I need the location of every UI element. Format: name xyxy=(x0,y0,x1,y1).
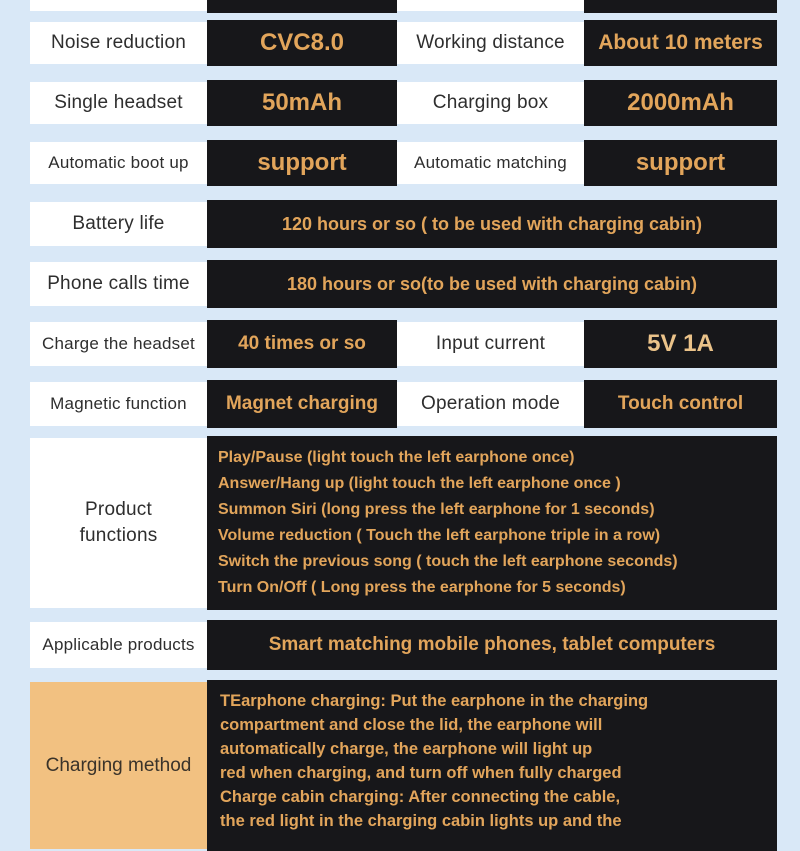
value-cell-function-list xyxy=(207,436,777,610)
value-cell: 40 times or so xyxy=(207,320,397,368)
row-label-2: Working distance xyxy=(416,32,565,53)
value-cell-2: 5V 1A xyxy=(584,320,777,368)
value-cell-partial-2 xyxy=(584,0,777,13)
value-cell-2: Touch control xyxy=(584,380,777,428)
table-row-single-headset xyxy=(30,82,777,124)
row-label: Phone calls time xyxy=(47,273,190,294)
value-cell-full: 180 hours or so(to be used with charging cabin) xyxy=(207,260,777,308)
charging-line: compartment and close the lid, the earphone will xyxy=(220,716,603,734)
function-line: Volume reduction ( Touch the left earphone triple in a row) xyxy=(218,527,661,544)
charging-line: the red light in the charging cabin lights up and the xyxy=(220,812,622,830)
value-cell: 50mAh xyxy=(207,80,397,126)
row-label: Applicable products xyxy=(42,635,195,654)
function-line: Play/Pause (light touch the left earphone once) xyxy=(218,449,575,466)
value-cell-charging-instructions xyxy=(207,680,777,851)
value-cell-2: 2000mAh xyxy=(584,80,777,126)
table-row-applicable-products xyxy=(30,622,777,668)
charging-line: red when charging, and turn off when fully charged xyxy=(220,764,622,782)
function-line: Summon Siri (long press the left earphone for 1 seconds) xyxy=(218,501,655,518)
row-label-2: Operation mode xyxy=(420,393,561,414)
function-line: Turn On/Off ( Long press the earphone for 5 seconds) xyxy=(218,579,626,596)
row-label-2: Charging box xyxy=(432,92,549,113)
charging-line: Charge cabin charging: After connecting the cable, xyxy=(220,788,621,806)
row-label-text: Product functions xyxy=(79,499,158,546)
charging-line: TEarphone charging: Put the earphone in the charging xyxy=(220,692,649,710)
table-row-automatic-boot-up xyxy=(30,142,777,184)
table-row-charging-method xyxy=(30,682,777,830)
table-row-magnetic-function xyxy=(30,382,777,426)
table-row-charge-the-headset xyxy=(30,322,777,366)
row-label-charging-method: Charging method xyxy=(30,682,207,849)
charging-line: automatically charge, the earphone will light up xyxy=(220,740,593,758)
value-cell-partial-1 xyxy=(207,0,397,13)
value-cell-2: About 10 meters xyxy=(584,20,777,66)
table-row-battery-life xyxy=(30,202,777,246)
row-label: Magnetic function xyxy=(50,394,187,413)
row-label-2: Input current xyxy=(435,333,546,354)
value-cell: Magnet charging xyxy=(207,380,397,428)
row-label: Battery life xyxy=(72,213,165,234)
row-label-2: Automatic matching xyxy=(414,153,567,172)
table-row-phone-calls-time xyxy=(30,262,777,306)
product-spec-table xyxy=(30,0,777,830)
value-cell-full: 120 hours or so ( to be used with charging cabin) xyxy=(207,200,777,248)
function-line: Switch the previous song ( touch the left earphone seconds) xyxy=(218,553,678,570)
value-cell-full: Smart matching mobile phones, tablet computers xyxy=(207,620,777,670)
value-cell-2: support xyxy=(584,140,777,186)
value-cell: support xyxy=(207,140,397,186)
row-label xyxy=(30,438,207,608)
function-line: Answer/Hang up (light touch the left earphone once ) xyxy=(218,475,621,492)
row-label: Noise reduction xyxy=(50,32,187,53)
row-label: Automatic boot up xyxy=(48,153,189,172)
table-row-partial xyxy=(30,0,777,11)
value-cell: CVC8.0 xyxy=(207,20,397,66)
row-label: Single headset xyxy=(54,92,183,113)
row-label: Charge the headset xyxy=(42,334,195,353)
table-row-product-functions xyxy=(30,438,777,608)
table-row-noise-reduction xyxy=(30,22,777,64)
